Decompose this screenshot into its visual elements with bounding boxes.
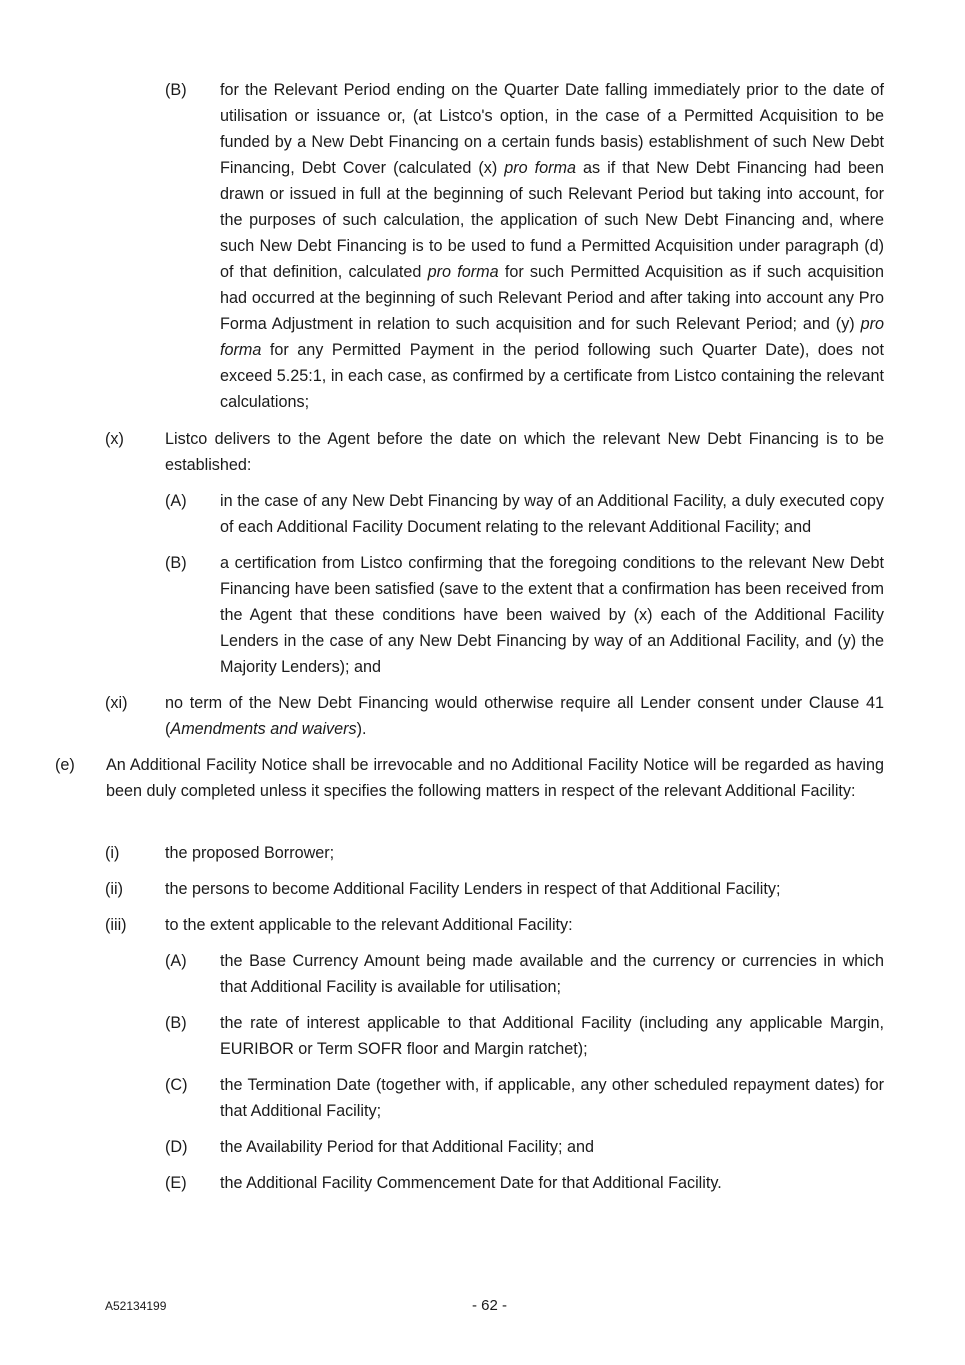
clause-text: [220, 488, 884, 540]
clause-text-run: for any Permitted Payment in the period following such Quarter Date), does not exceed 5.25:1, in each case, as confirmed by a certificate from Listco containing the relevant calculations;: [220, 341, 884, 411]
clause-text: [220, 550, 884, 680]
clause-label: (xi): [105, 694, 128, 712]
document-reference: A52134199: [105, 1299, 167, 1313]
clause-label: (x): [105, 430, 124, 448]
clause-label: (ii): [105, 880, 123, 898]
clause-text-run: the Base Currency Amount being made available and the currency or currencies in which that Additional Facility is available for utilisation;: [220, 952, 884, 996]
clause-text: [220, 1134, 884, 1160]
clause-text-run: An Additional Facility Notice shall be irrevocable and no Additional Facility Notice will be regarded as having been duly completed unless it specifies the following matters in respect of the relevant Additional Facility:: [106, 756, 884, 800]
clause-text: [220, 1170, 884, 1196]
clause-text-run: a certification from Listco confirming that the foregoing conditions to the relevant New Debt Financing have been satisfied (save to the extent that a confirmation has been received from the Agent that these conditions have been waived by (x) each of the Additional Facility Lenders in the case of any New Debt Financing by way of an Additional Facility, and (y) the Majority Lenders); and: [220, 554, 884, 676]
clause-text-run: in the case of any New Debt Financing by way of an Additional Facility, a duly executed copy of each Additional Facility Document relating to the relevant Additional Facility; and: [220, 492, 884, 536]
italic-term: Amendments and waivers: [170, 720, 357, 738]
clause-label: (D): [165, 1138, 188, 1156]
clause-text-run: the Termination Date (together with, if applicable, any other scheduled repayment dates) for that Additional Facility;: [220, 1076, 884, 1120]
clause-text: [220, 948, 884, 1000]
clause-text-run: ).: [356, 720, 367, 738]
clause-text-run: as if that New Debt Financing had been drawn or issued in full at the beginning of such Relevant Period but taking into account, for the purposes of such calculation, the application of such New Debt Financing and, where such New Debt Financing is to be used to fund a Permitted Acquisition under paragraph (d) of that definition, calculated: [220, 159, 885, 281]
clause-text-run: Listco delivers to the Agent before the date on which the relevant New Debt Financing is to be established:: [165, 430, 884, 474]
italic-term: pro forma: [504, 159, 577, 177]
clause-text: [220, 77, 884, 415]
clause-text-run: for the Relevant Period ending on the Quarter Date falling immediately prior to the date of utilisation or issuance or, (at Listco's option, in the case of a Permitted Acquisition to be funded by a New Debt Financing on a certain funds basis) establishment of such New Debt Financing, Debt Cover (calculated (x): [220, 81, 884, 177]
italic-term: pro forma: [427, 263, 499, 281]
clause-text: [220, 1010, 884, 1062]
clause-text-run: the Availability Period for that Additional Facility; and: [220, 1138, 595, 1156]
clause-text-run: to the extent applicable to the relevant Additional Facility:: [165, 916, 573, 934]
clause-label: (A): [165, 492, 187, 510]
clause-text-run: for such Permitted Acquisition as if such acquisition had occurred at the beginning of such Relevant Period and after taking into account any Pro Forma Adjustment in relation to such acquisition and for such Relevant Period; and (y): [220, 263, 884, 333]
clause-label: (iii): [105, 916, 127, 934]
page-number: - 62 -: [472, 1297, 508, 1314]
clause-text: [165, 690, 884, 742]
clause-text: [106, 752, 884, 804]
clause-text-run: the proposed Borrower;: [165, 844, 335, 862]
clause-label: (i): [105, 844, 120, 862]
clause-label: (E): [165, 1174, 187, 1192]
clause-text-run: the rate of interest applicable to that Additional Facility (including any applicable Margin, EURIBOR or Term SOFR floor and Margin ratchet);: [220, 1014, 884, 1058]
clause-label: (e): [55, 756, 75, 774]
italic-term: pro forma: [220, 315, 884, 359]
clause-text-run: the persons to become Additional Facility Lenders in respect of that Additional Facility;: [165, 880, 781, 898]
clause-text-run: no term of the New Debt Financing would otherwise require all Lender consent under Clause 41 (: [165, 694, 884, 738]
clause-label: (B): [165, 554, 187, 572]
clause-label: (B): [165, 1014, 187, 1032]
clause-text-run: the Additional Facility Commencement Date for that Additional Facility.: [220, 1174, 722, 1192]
clause-text: [165, 912, 884, 938]
clause-label: (B): [165, 81, 187, 99]
clause-text: [165, 876, 884, 902]
clause-label: (C): [165, 1076, 188, 1094]
clause-text: [165, 840, 884, 866]
clause-text: [165, 426, 884, 478]
clause-label: (A): [165, 952, 187, 970]
clause-text: [220, 1072, 884, 1124]
